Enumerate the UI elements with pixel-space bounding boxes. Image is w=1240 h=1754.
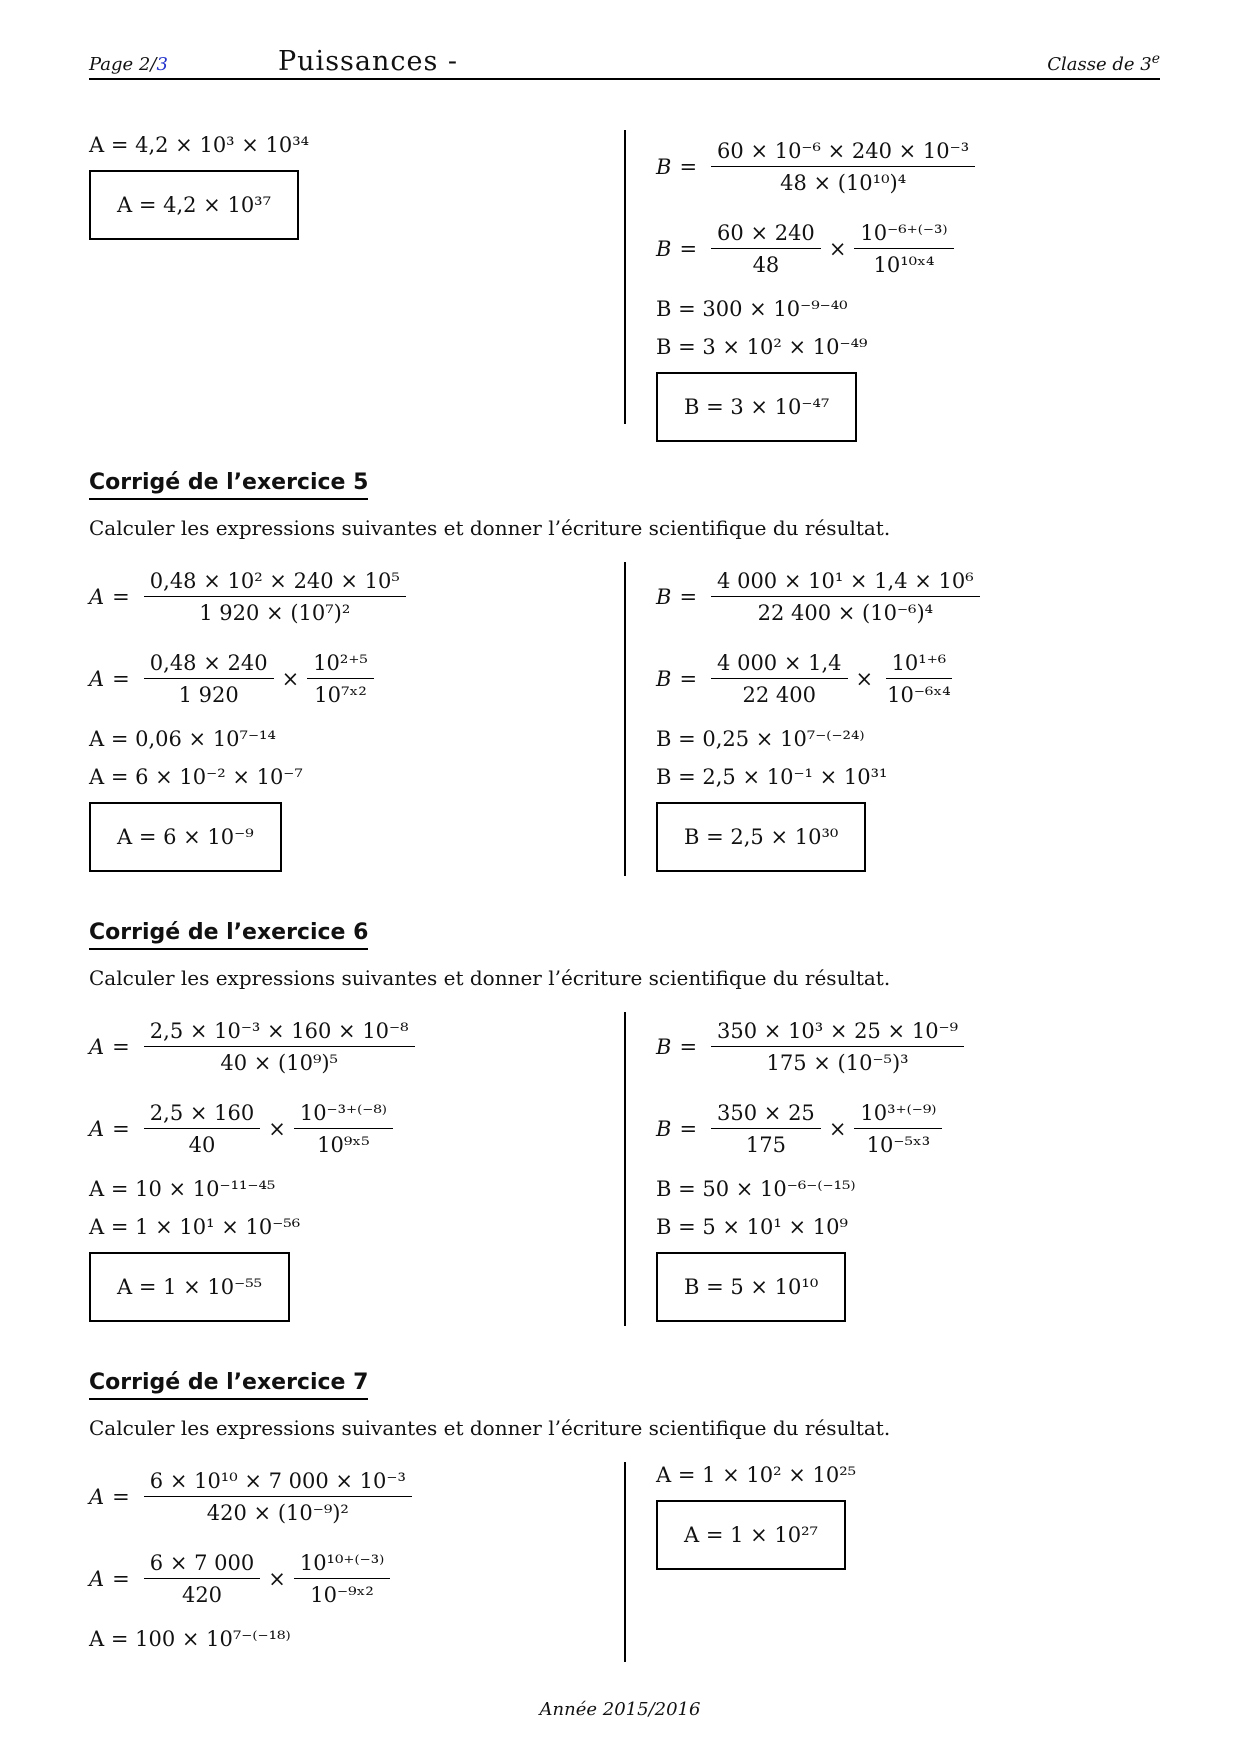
column-divider [624, 1012, 626, 1326]
result-box: A = 6 × 10⁻⁹ [89, 802, 282, 872]
expr-line: B = 300 × 10⁻⁹⁻⁴⁰ [656, 297, 848, 321]
ex6-right [656, 1006, 968, 1322]
expr-line: A = 1 × 10¹ × 10⁻⁵⁶ [89, 1215, 301, 1239]
expr-line: B = 50 × 10⁻⁶⁻⁽⁻¹⁵⁾ [656, 1177, 856, 1201]
expr-line: B = 3 × 10² × 10⁻⁴⁹ [656, 335, 868, 359]
expr-line: B = $\frac{350 \times 25}{175}$ × $\frac{\text{10³⁺⁽⁻⁹⁾}}{\text{10⁻⁵ˣ³}}$ [656, 1088, 968, 1170]
exercise-6-title: Corrigé de l’exercice 6 [89, 920, 368, 950]
page-header [89, 42, 1160, 80]
expr-line: A = 6 × 10⁻² × 10⁻⁷ [89, 765, 303, 789]
ex7-left [89, 1456, 416, 1658]
expr-line: A = 1 × 10² × 10²⁵ [656, 1463, 857, 1487]
expr-line: A = $\frac{\text{0,48 × 10² × 240 × 10⁵}}{\text{1 920 × (10⁷)²}}$ [89, 556, 410, 638]
expr-line: B = 0,25 × 10⁷⁻⁽⁻²⁴⁾ [656, 727, 865, 751]
class-label: Classe de 3e [1047, 51, 1160, 75]
result-box: A = 1 × 10⁻⁵⁵ [89, 1252, 290, 1322]
expr-line: A = 10 × 10⁻¹¹⁻⁴⁵ [89, 1177, 276, 1201]
expr-line: A = $\frac{6 \times 7 000}{420}$ × $\frac{\text{10¹⁰⁺⁽⁻³⁾}}{\text{10⁻⁹ˣ²}}$ [89, 1538, 416, 1620]
expr-line: A = 100 × 10⁷⁻⁽⁻¹⁸⁾ [89, 1627, 291, 1651]
expr-line: A = 0,06 × 10⁷⁻¹⁴ [89, 727, 276, 751]
exercise-5-title: Corrigé de l’exercice 5 [89, 470, 368, 500]
exercise-7-instruction: Calculer les expressions suivantes et donner l’écriture scientifique du résultat. [89, 1416, 891, 1440]
expr-line: B = $\frac{60 \times 240}{48}$ × $\frac{\text{10⁻⁶⁺⁽⁻³⁾}}{\text{10¹⁰ˣ⁴}}$ [656, 208, 979, 290]
page-title: Puissances - [278, 46, 459, 77]
page-footer: Année 2015/2016 [539, 1699, 701, 1720]
exercise-6-instruction: Calculer les expressions suivantes et donner l’écriture scientifique du résultat. [89, 966, 891, 990]
ex5-right [656, 556, 984, 872]
expr-line: A = $\frac{\text{6 × 10¹⁰ × 7 000 × 10⁻³}}{\text{420 × (10⁻⁹)²}}$ [89, 1456, 416, 1538]
result-box: A = 1 × 10²⁷ [656, 1500, 846, 1570]
result-box: B = 3 × 10⁻⁴⁷ [656, 372, 857, 442]
block0-right [656, 126, 979, 442]
expr-line: A = $\frac{2,5 \times 160}{40}$ × $\frac{\text{10⁻³⁺⁽⁻⁸⁾}}{\text{10⁹ˣ⁵}}$ [89, 1088, 419, 1170]
expr-line: B = $\frac{4 000 \times 1,4}{22 400}$ × $\frac{\text{10¹⁺⁶}}{\text{10⁻⁶ˣ⁴}}$ [656, 651, 951, 707]
expr-line: A = 4,2 × 10³ × 10³⁴ [89, 133, 310, 157]
expr-line: B = $\frac{\text{350 × 10³ × 25 × 10⁻⁹}}{\text{175 × (10⁻⁵)³}}$ [656, 1006, 968, 1088]
result-box: B = 5 × 10¹⁰ [656, 1252, 846, 1322]
result-box: A = 4,2 × 10³⁷ [89, 170, 299, 240]
ex7-right [656, 1456, 856, 1570]
column-divider [624, 130, 626, 424]
result-box: B = 2,5 × 10³⁰ [656, 802, 866, 872]
column-divider [624, 562, 626, 876]
exercise-5-instruction: Calculer les expressions suivantes et donner l’écriture scientifique du résultat. [89, 516, 891, 540]
ex5-left [89, 556, 410, 872]
expr-line: B = $\frac{\text{60 × 10⁻⁶ × 240 × 10⁻³}}{\text{48 × (10¹⁰)⁴}}$ [656, 126, 979, 208]
expr-line: A = $\frac{\text{2,5 × 10⁻³ × 160 × 10⁻⁸}}{\text{40 × (10⁹)⁵}}$ [89, 1006, 419, 1088]
expr-line: B = $\frac{\text{4 000 × 10¹ × 1,4 × 10⁶}}{\text{22 400 × (10⁻⁶)⁴}}$ [656, 556, 984, 638]
expr-line: B = 2,5 × 10⁻¹ × 10³¹ [656, 765, 888, 789]
expr-line: B = 5 × 10¹ × 10⁹ [656, 1215, 848, 1239]
page-total-link[interactable]: 3 [156, 54, 168, 75]
page-number: Page 2/3 [89, 54, 168, 75]
block0-left [89, 126, 309, 240]
expr-line: A = $\frac{0,48 \times 240}{1 920}$ × $\frac{\text{10²⁺⁵}}{\text{10⁷ˣ²}}$ [89, 638, 410, 720]
exercise-7-title: Corrigé de l’exercice 7 [89, 1370, 368, 1400]
column-divider [624, 1462, 626, 1662]
ex6-left [89, 1006, 419, 1322]
